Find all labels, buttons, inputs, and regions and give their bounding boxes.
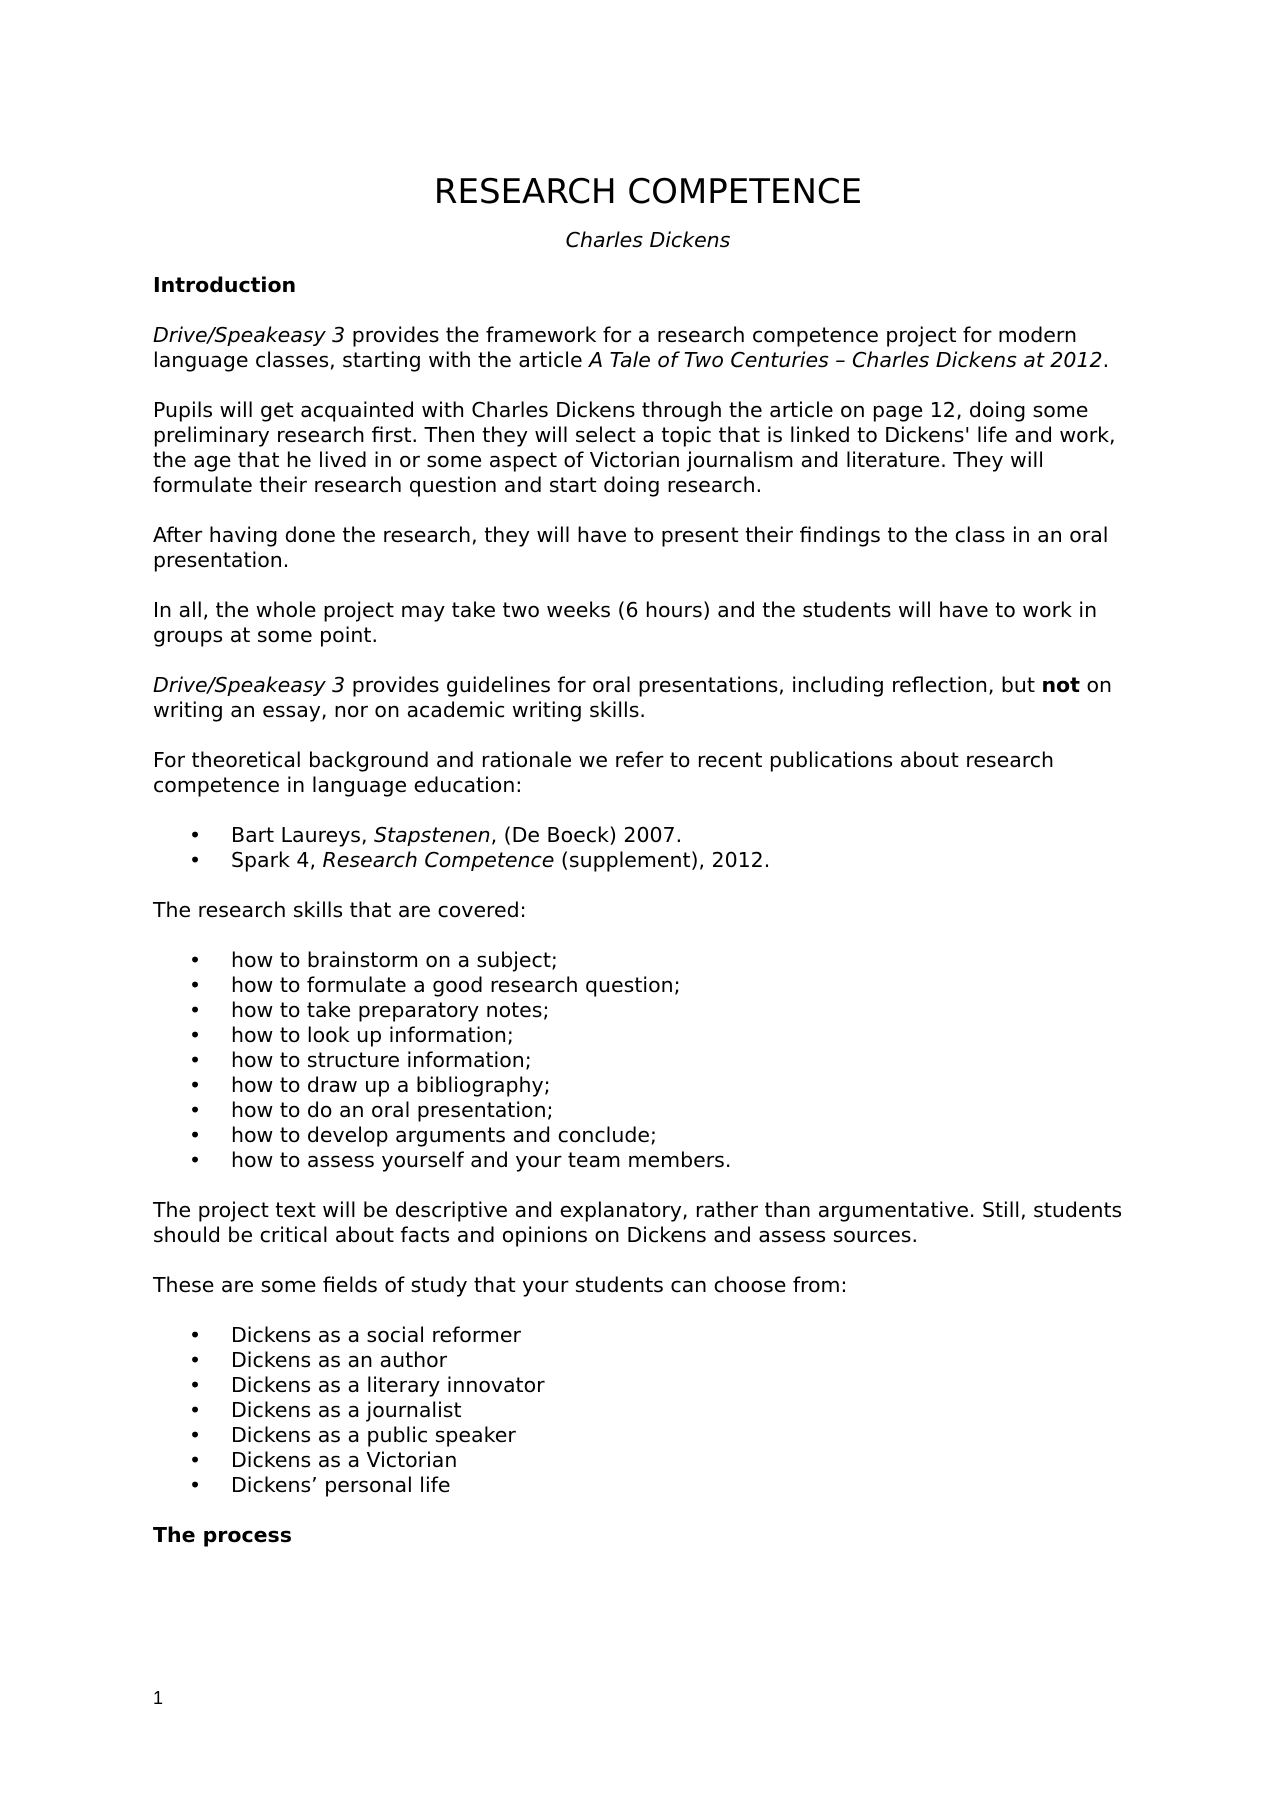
field-text: Dickens’ personal life — [231, 1473, 451, 1497]
field-text: Dickens as a Victorian — [231, 1448, 458, 1472]
introduction-heading: Introduction — [153, 273, 297, 297]
list-item — [153, 998, 1143, 1023]
skill-text: how to look up information; — [231, 1023, 514, 1047]
list-item — [153, 1373, 1143, 1398]
list-item — [153, 1473, 1143, 1498]
intro-paragraph-6: For theoretical background and rationale we refer to recent publications about research competence in language education: — [153, 748, 1055, 797]
field-text: Dickens as a public speaker — [231, 1423, 516, 1447]
list-item — [153, 948, 1143, 973]
bullet-icon: • — [189, 1323, 202, 1347]
intro-paragraph-1 — [153, 323, 1143, 373]
reference-author: Bart Laureys, — [231, 823, 375, 847]
reference-title: Stapstenen — [374, 823, 491, 847]
bullet-icon: • — [189, 1023, 202, 1047]
reference-author: Spark 4, — [231, 848, 323, 872]
document-subtitle: Charles Dickens — [565, 228, 731, 252]
intro-p1-text-1: provides the framework for a research competence project for modern language classes, starting with the article — [153, 323, 1077, 372]
fields-intro: These are some fields of study that your students can choose from: — [153, 1273, 848, 1297]
bullet-icon: • — [189, 848, 202, 872]
skill-text: how to formulate a good research question; — [231, 973, 681, 997]
intro-p1-text-2: . — [1102, 348, 1110, 372]
intro-paragraph-4: In all, the whole project may take two weeks (6 hours) and the students will have to work in groups at some point. — [153, 598, 1098, 647]
list-item — [153, 1148, 1143, 1173]
skill-text: how to brainstorm on a subject; — [231, 948, 558, 972]
bullet-icon: • — [189, 1473, 202, 1497]
project-text-paragraph: The project text will be descriptive and explanatory, rather than argumentative. Still, students should be critical about facts and opinions on Dickens and assess sources. — [153, 1198, 1123, 1247]
bullet-icon: • — [189, 1073, 202, 1097]
reference-title: Research Competence — [322, 848, 555, 872]
intro-paragraph-3: After having done the research, they will have to present their findings to the class in an oral presentation. — [153, 523, 1109, 572]
list-item — [153, 823, 1143, 848]
list-item — [153, 1123, 1143, 1148]
list-item — [153, 973, 1143, 998]
skill-text: how to structure information; — [231, 1048, 532, 1072]
intro-p5-text-1: provides guidelines for oral presentations, including reflection, but — [345, 673, 1042, 697]
bullet-icon: • — [189, 1373, 202, 1397]
bullet-icon: • — [189, 998, 202, 1022]
field-text: Dickens as an author — [231, 1348, 448, 1372]
bullet-icon: • — [189, 1123, 202, 1147]
list-item — [153, 1048, 1143, 1073]
bullet-icon: • — [189, 1448, 202, 1472]
process-heading: The process — [153, 1523, 292, 1547]
document-title: RESEARCH COMPETENCE — [433, 172, 863, 212]
list-item — [153, 1073, 1143, 1098]
bullet-icon: • — [189, 1423, 202, 1447]
list-item — [153, 1423, 1143, 1448]
bullet-icon: • — [189, 973, 202, 997]
list-item — [153, 848, 1143, 873]
field-text: Dickens as a social reformer — [231, 1323, 521, 1347]
bullet-icon: • — [189, 1348, 202, 1372]
skills-list — [153, 948, 1143, 1173]
list-item — [153, 1398, 1143, 1423]
list-item — [153, 1348, 1143, 1373]
bullet-icon: • — [189, 823, 202, 847]
reference-details: , (De Boeck) 2007. — [490, 823, 683, 847]
skill-text: how to take preparatory notes; — [231, 998, 550, 1022]
bullet-icon: • — [189, 1398, 202, 1422]
document-page — [153, 172, 1143, 1573]
bullet-icon: • — [189, 1098, 202, 1122]
skills-intro: The research skills that are covered: — [153, 898, 527, 922]
skill-text: how to develop arguments and conclude; — [231, 1123, 657, 1147]
field-text: Dickens as a literary innovator — [231, 1373, 545, 1397]
bullet-icon: • — [189, 1148, 202, 1172]
intro-paragraph-2: Pupils will get acquainted with Charles Dickens through the article on page 12, doing some preliminary research first. Then they will select a topic that is linked to Dickens' life and work, the age that he lived in or some aspect of Victorian journalism and literature. They will formulate their research question and start doing research. — [153, 398, 1116, 497]
bullet-icon: • — [189, 948, 202, 972]
page-number: 1 — [153, 1688, 164, 1708]
skill-text: how to draw up a bibliography; — [231, 1073, 551, 1097]
bullet-icon: • — [189, 1048, 202, 1072]
intro-p5-bold: not — [1041, 673, 1080, 697]
skill-text: how to assess yourself and your team members. — [231, 1148, 732, 1172]
intro-paragraph-5 — [153, 673, 1143, 723]
intro-p5-text-2: on writing an essay, nor on academic writing skills. — [153, 673, 1112, 722]
reference-details: (supplement), 2012. — [554, 848, 771, 872]
intro-p5-italic: Drive/Speakeasy 3 — [153, 673, 346, 697]
list-item — [153, 1448, 1143, 1473]
intro-p1-italic-1: Drive/Speakeasy 3 — [153, 323, 346, 347]
fields-list — [153, 1323, 1143, 1498]
skill-text: how to do an oral presentation; — [231, 1098, 554, 1122]
intro-p1-italic-2: A Tale of Two Centuries – Charles Dickens at 2012 — [589, 348, 1103, 372]
list-item — [153, 1323, 1143, 1348]
field-text: Dickens as a journalist — [231, 1398, 462, 1422]
list-item — [153, 1023, 1143, 1048]
references-list — [153, 823, 1143, 873]
list-item — [153, 1098, 1143, 1123]
